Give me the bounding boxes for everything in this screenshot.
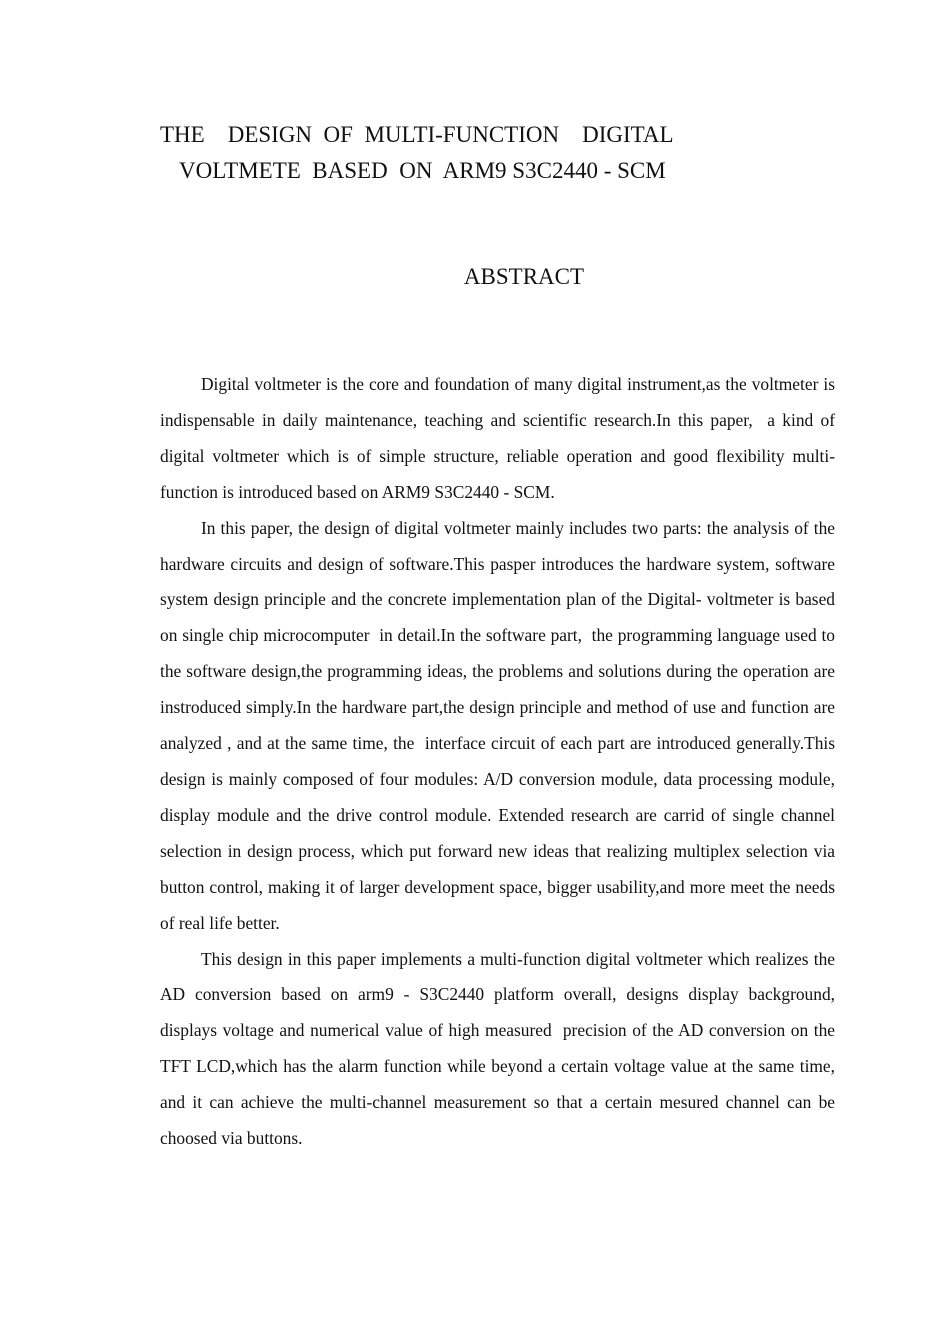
- abstract-heading: ABSTRACT: [463, 264, 585, 289]
- abstract-paragraph-3: This design in this paper implements a multi-function digital voltmeter which realizes the AD conversion based on arm9 - S3C2440 platform overall, designs display background, displays voltage and numerical value of high measured precision of the AD conversion on the TFT LCD,which has the alarm function while beyond a certain voltage value at the same time, and it can achieve the multi-channel measurement so that a certain mesured channel can be choosed via buttons.: [160, 948, 840, 1149]
- title-line-1: THE DESIGN OF MULTI-FUNCTION DIGITAL: [160, 122, 674, 147]
- abstract-body: [160, 367, 840, 1157]
- document-title: [160, 117, 750, 189]
- abstract-paragraph-2: In this paper, the design of digital voltmeter mainly includes two parts: the analysis of the hardware circuits and design of software.This pasper introduces the hardware system, software system design principle and the concrete implementation plan of the Digital- voltmeter is based on single chip microcomputer in detail.In the software part, the programming language used to the software design,the programming ideas, the problems and solutions during the operation are instroduced simply.In the hardware part,the design principle and method of use and function are analyzed , and at the same time, the interface circuit of each part are introduced generally.This design is mainly composed of four modules: A/D conversion module, data processing module, display module and the drive control module. Extended research are carrid of single channel selection in design process, which put forward new ideas that realizing multiplex selection via button control, making it of larger development space, bigger usability,and more meet the needs of real life better.: [160, 517, 840, 933]
- title-line-2: VOLTMETE BASED ON ARM9 S3C2440 - SCM: [179, 158, 666, 183]
- abstract-paragraph-1: Digital voltmeter is the core and foundation of many digital instrument,as the voltmeter is indispensable in daily maintenance, teaching and scientific research.In this paper, a kind of digital voltmeter which is of simple structure, reliable operation and good flexibility multi-function is introduced based on ARM9 S3C2440 - SCM.: [160, 374, 840, 502]
